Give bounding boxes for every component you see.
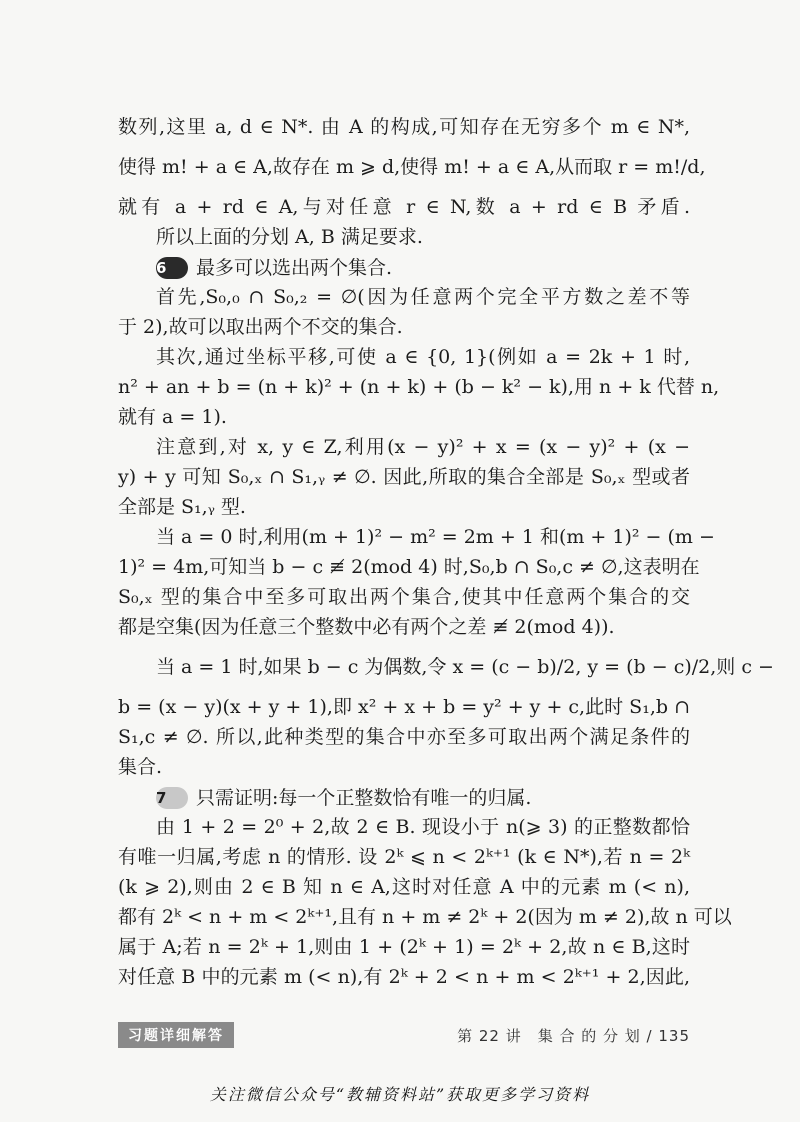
text-line: 所以上面的分划 A, B 满足要求. (156, 226, 423, 248)
text-line: 对任意 B 中的元素 m (< n),有 2ᵏ + 2 < n + m < 2ᵏ⁺¹ + 2,因此, (118, 966, 690, 988)
text-line: 首先,S₀,₀ ∩ S₀,₂ = ∅(因为任意两个完全平方数之差不等 (156, 286, 690, 308)
text-line: y) + y 可知 S₀,ₓ ∩ S₁,ᵧ ≠ ∅. 因此,所取的集合全部是 S₀,ₓ 型或者 (118, 466, 690, 488)
text-line: 由 1 + 2 = 2⁰ + 2,故 2 ∈ B. 现设小于 n(⩾ 3) 的正整数都恰 (156, 816, 690, 838)
text-line: S₁,c ≠ ∅. 所以,此种类型的集合中亦至多可取出两个满足条件的 (118, 726, 690, 748)
section-7-heading (118, 782, 690, 812)
text-line: 使得 m! + a ∈ A,故存在 m ⩾ d,使得 m! + a ∈ A,从而取 r = m!/d, (118, 156, 706, 178)
text-line: 当 a = 1 时,如果 b − c 为偶数,令 x = (c − b)/2, y = (b − c)/2,则 c − (156, 656, 774, 678)
text-line: 全部是 S₁,ᵧ 型. (118, 496, 246, 518)
section-6-heading (118, 252, 690, 282)
text-line: 就有 a = 1). (118, 406, 227, 428)
text-line: 就有 a + rd ∈ A,与对任意 r ∈ N,数 a + rd ∈ B 矛盾. (118, 196, 690, 218)
page-footer (118, 1022, 690, 1048)
watermark-note: 关注微信公众号“教辅资料站”获取更多学习资料 (209, 1085, 591, 1104)
section-title: 只需证明:每一个正整数恰有唯一的归属. (196, 787, 532, 809)
section-number-badge: 7 (156, 787, 188, 809)
text-line: 数列,这里 a, d ∈ N*. 由 A 的构成,可知存在无穷多个 m ∈ N*, (118, 116, 690, 138)
text-line: 属于 A;若 n = 2ᵏ + 1,则由 1 + (2ᵏ + 1) = 2ᵏ + 2,故 n ∈ B,这时 (118, 936, 690, 958)
text-line: 当 a = 0 时,利用(m + 1)² − m² = 2m + 1 和(m + 1)² − (m − (156, 526, 715, 548)
section-title: 最多可以选出两个集合. (196, 257, 393, 279)
text-line: S₀,ₓ 型的集合中至多可取出两个集合,使其中任意两个集合的交 (118, 586, 690, 608)
text-line: (k ⩾ 2),则由 2 ∈ B 知 n ∈ A,这时对任意 A 中的元素 m (< n), (118, 876, 690, 898)
footer-section-tag: 习题详细解答 (118, 1022, 234, 1048)
page-body (118, 112, 774, 992)
text-line: 1)² = 4m,可知当 b − c ≢ 2(mod 4) 时,S₀,b ∩ S₀,c ≠ ∅,这表明在 (118, 556, 700, 578)
text-line: 都有 2ᵏ < n + m < 2ᵏ⁺¹,且有 n + m ≠ 2ᵏ + 2(因为 m ≠ 2),故 n 可以 (118, 906, 732, 928)
text-line: 都是空集(因为任意三个整数中必有两个之差 ≢ 2(mod 4)). (118, 616, 615, 638)
text-line: n² + an + b = (n + k)² + (n + k) + (b − k² − k),用 n + k 代替 n, (118, 376, 720, 398)
text-line: b = (x − y)(x + y + 1),即 x² + x + b = y² + y + c,此时 S₁,b ∩ (118, 696, 690, 718)
text-line: 有唯一归属,考虑 n 的情形. 设 2ᵏ ⩽ n < 2ᵏ⁺¹ (k ∈ N*),若 n = 2ᵏ (118, 846, 690, 868)
footer-chapter-page: 第 22 讲 集 合 的 分 划 / 135 (457, 1026, 690, 1045)
text-line: 于 2),故可以取出两个不交的集合. (118, 316, 403, 338)
text-line: 其次,通过坐标平移,可使 a ∈ {0, 1}(例如 a = 2k + 1 时, (156, 346, 690, 368)
text-line: 集合. (118, 756, 163, 778)
text-line: 注意到,对 x, y ∈ Z,利用(x − y)² + x = (x − y)² + (x − (156, 436, 690, 458)
section-number-badge: 6 (156, 257, 188, 279)
